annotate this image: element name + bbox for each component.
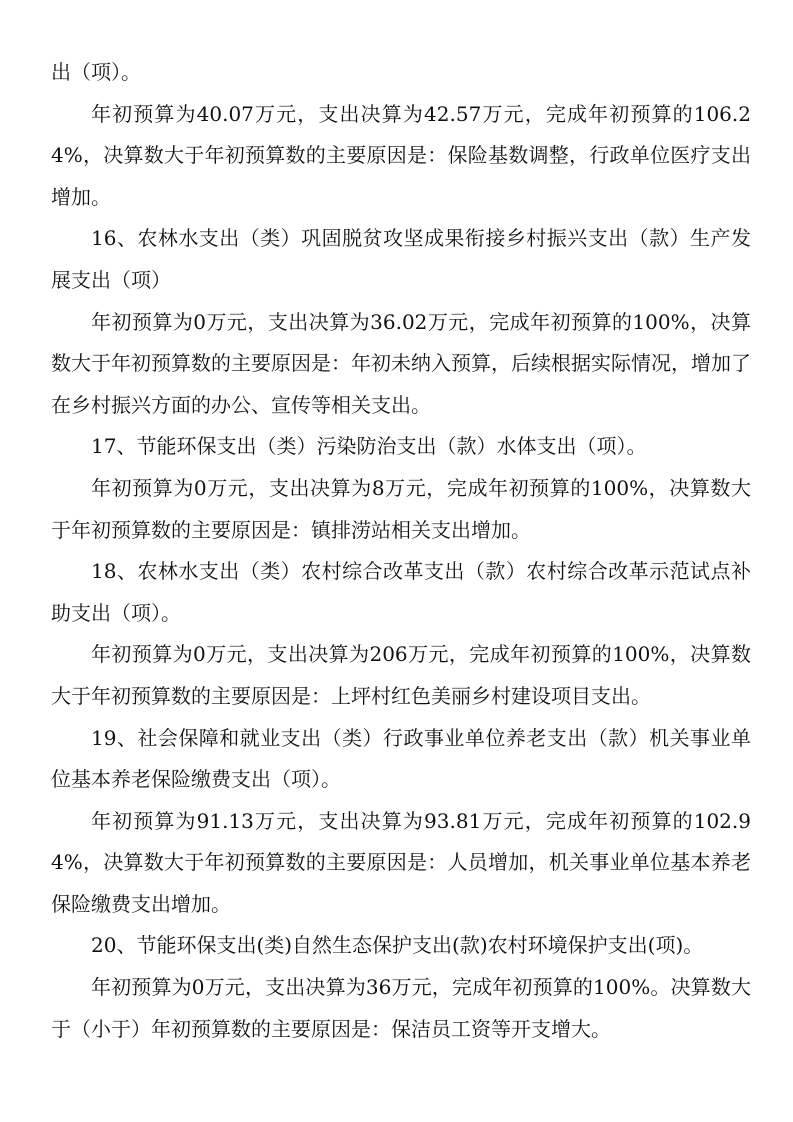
- paragraph-item-20-heading: 20、节能环保支出(类)自然生态保护支出(款)农村环境保护支出(项)。: [91, 933, 704, 958]
- paragraph-item-19-heading: 19、社会保障和就业支出（类）行政事业单位养老支出（款）机关事业单位基本养老保险缴费支出（项）。: [51, 725, 751, 792]
- paragraph-item-18-detail: 年初预算为0万元，支出决算为206万元，完成年初预算的100%，决算数大于年初预算数的主要原因是：上坪村红色美丽乡村建设项目支出。: [51, 642, 751, 708]
- document-page: [51, 52, 751, 1050]
- paragraph-item-16-detail: 年初预算为0万元，支出决算为36.02万元，完成年初预算的100%，决算数大于年初预算数的主要原因是：年初未纳入预算，后续根据实际情况，增加了在乡村振兴方面的办公、宣传等相关支出。: [51, 309, 751, 417]
- paragraph-item-17-detail: 年初预算为0万元，支出决算为8万元，完成年初预算的100%，决算数大于年初预算数的主要原因是：镇排涝站相关支出增加。: [51, 475, 751, 542]
- paragraph-item-18-heading: 18、农林水支出（类）农村综合改革支出（款）农村综合改革示范试点补助支出（项）。: [51, 559, 751, 625]
- paragraph-item-16-heading: 16、农林水支出（类）巩固脱贫攻坚成果衔接乡村振兴支出（款）生产发展支出（项）: [51, 226, 751, 292]
- paragraph-item-17-heading: 17、节能环保支出（类）污染防治支出（款）水体支出（项）。: [91, 434, 647, 459]
- paragraph-item-15-detail: 年初预算为40.07万元，支出决算为42.57万元，完成年初预算的106.24%，决算数大于年初预算数的主要原因是：保险基数调整，行政单位医疗支出增加。: [51, 101, 751, 209]
- paragraph-item-19-detail: 年初预算为91.13万元，支出决算为93.81万元，完成年初预算的102.94%，决算数大于年初预算数的主要原因是：人员增加，机关事业单位基本养老保险缴费支出增加。: [51, 808, 751, 916]
- paragraph-item-20-detail: 年初预算为0万元，支出决算为36万元，完成年初预算的100%。决算数大于（小于）年初预算数的主要原因是：保洁员工资等开支增大。: [51, 975, 751, 1041]
- paragraph-continuation: 出（项）。: [51, 60, 141, 84]
